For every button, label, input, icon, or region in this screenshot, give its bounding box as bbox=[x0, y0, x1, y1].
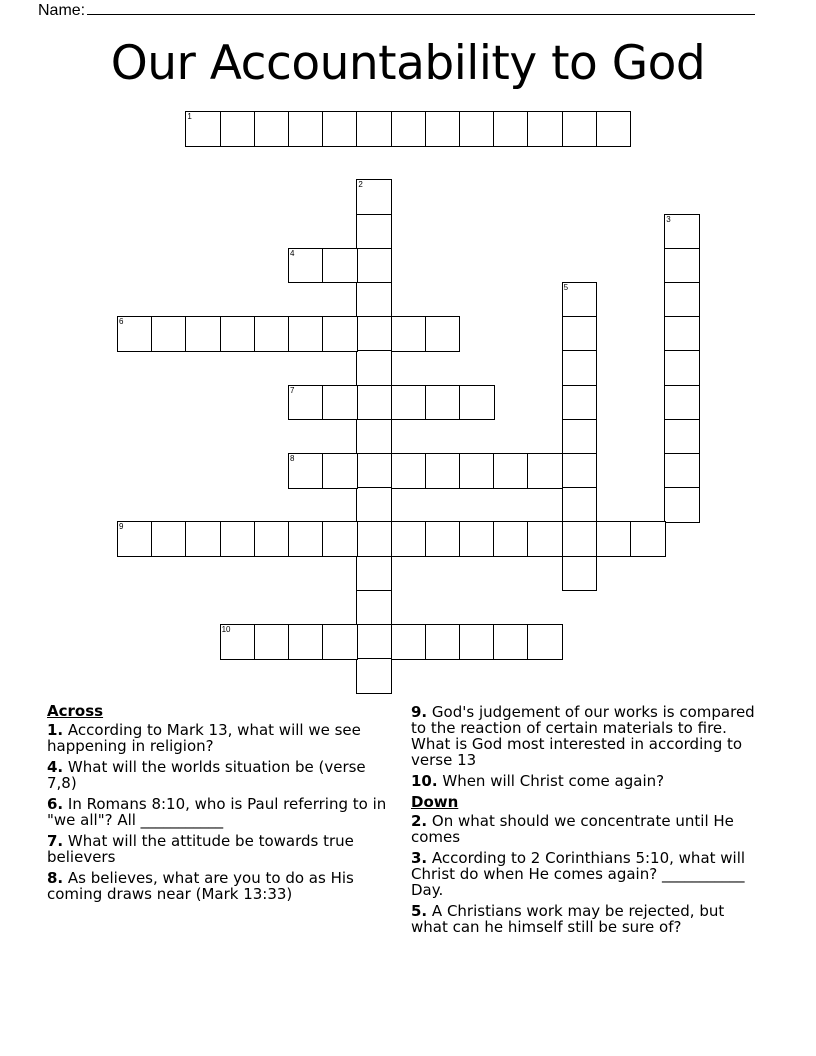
grid-cell[interactable] bbox=[459, 453, 495, 489]
grid-cell[interactable] bbox=[288, 624, 324, 660]
grid-cell[interactable] bbox=[562, 385, 598, 421]
grid-cell[interactable] bbox=[459, 385, 495, 421]
clues-right-column bbox=[411, 704, 761, 940]
across-clue-8: 8. As believes, what are you to do as His coming draws near (Mark 13:33) bbox=[47, 869, 354, 903]
grid-cell[interactable] bbox=[356, 658, 392, 694]
grid-cell[interactable] bbox=[220, 521, 256, 557]
clue-number: 5 bbox=[563, 283, 569, 292]
clue-number: 7 bbox=[290, 385, 295, 395]
grid-cell[interactable] bbox=[562, 282, 598, 318]
grid-cell[interactable] bbox=[459, 521, 495, 557]
grid-cell[interactable] bbox=[562, 521, 598, 557]
grid-cell[interactable] bbox=[117, 521, 153, 557]
grid-cell[interactable] bbox=[117, 316, 153, 352]
grid-cell[interactable] bbox=[356, 624, 392, 660]
grid-cell[interactable] bbox=[596, 111, 632, 147]
grid-cell[interactable] bbox=[356, 453, 392, 489]
grid-cell[interactable] bbox=[391, 453, 427, 489]
grid-cell[interactable] bbox=[664, 487, 700, 523]
grid-cell[interactable] bbox=[664, 316, 700, 352]
grid-cell[interactable] bbox=[356, 419, 392, 455]
clue-number: 10 bbox=[221, 625, 231, 634]
grid-cell[interactable] bbox=[664, 453, 700, 489]
grid-cell[interactable] bbox=[527, 521, 563, 557]
grid-cell[interactable] bbox=[288, 111, 324, 147]
grid-cell[interactable] bbox=[356, 590, 392, 626]
grid-cell[interactable] bbox=[220, 316, 256, 352]
clue-number: 1 bbox=[187, 112, 192, 121]
across-heading: Across bbox=[47, 702, 104, 720]
grid-cell[interactable] bbox=[254, 521, 290, 557]
across-clue-9: 9. God's judgement of our works is compared to the reaction of certain materials to fire. What is God most interested in according to verse 13 bbox=[411, 703, 755, 769]
grid-cell[interactable] bbox=[356, 282, 392, 318]
grid-cell[interactable] bbox=[425, 385, 461, 421]
grid-cell[interactable] bbox=[493, 453, 529, 489]
grid-cell[interactable] bbox=[288, 521, 324, 557]
down-clue-5: 5. A Christians work may be rejected, but what can he himself still be sure of? bbox=[411, 902, 725, 936]
grid-cell[interactable] bbox=[356, 521, 392, 557]
across-clue-6: 6. In Romans 8:10, who is Paul referring to in "we all"? All ___________ bbox=[47, 795, 387, 829]
page-title: Our Accountability to God bbox=[110, 36, 706, 91]
grid-cell[interactable] bbox=[254, 316, 290, 352]
grid-cell[interactable] bbox=[527, 453, 563, 489]
grid-cell[interactable] bbox=[562, 556, 598, 592]
grid-cell[interactable] bbox=[151, 316, 187, 352]
grid-cell[interactable] bbox=[356, 350, 392, 386]
grid-cell[interactable] bbox=[322, 316, 358, 352]
grid-cell[interactable] bbox=[356, 179, 392, 215]
grid-cell[interactable] bbox=[254, 111, 290, 147]
across-clue-7: 7. What will the attitude be towards true believers bbox=[47, 832, 354, 866]
grid-cell[interactable] bbox=[322, 453, 358, 489]
grid-cell[interactable] bbox=[322, 521, 358, 557]
grid-cell[interactable] bbox=[356, 487, 392, 523]
grid-cell[interactable] bbox=[254, 624, 290, 660]
grid-cell[interactable] bbox=[356, 111, 392, 147]
grid-cell[interactable] bbox=[562, 316, 598, 352]
grid-cell[interactable] bbox=[356, 248, 392, 284]
grid-cell[interactable] bbox=[356, 214, 392, 250]
grid-cell[interactable] bbox=[185, 521, 221, 557]
grid-cell[interactable] bbox=[425, 521, 461, 557]
down-heading: Down bbox=[411, 793, 459, 811]
across-clue-4: 4. What will the worlds situation be (verse 7,8) bbox=[47, 758, 366, 792]
grid-cell[interactable] bbox=[220, 111, 256, 147]
grid-cell[interactable] bbox=[391, 385, 427, 421]
across-clues bbox=[47, 703, 397, 907]
across-clue-1: 1. According to Mark 13, what will we see happening in religion? bbox=[47, 721, 361, 755]
grid-cell[interactable] bbox=[664, 282, 700, 318]
grid-cell[interactable] bbox=[562, 487, 598, 523]
grid-cell[interactable] bbox=[664, 214, 700, 250]
grid-cell[interactable] bbox=[459, 624, 495, 660]
grid-cell[interactable] bbox=[493, 521, 529, 557]
grid-cell[interactable] bbox=[664, 419, 700, 455]
grid-cell[interactable] bbox=[288, 248, 324, 284]
grid-cell[interactable] bbox=[322, 385, 358, 421]
grid-cell[interactable] bbox=[185, 316, 221, 352]
clue-number: 9 bbox=[119, 522, 124, 532]
grid-cell[interactable] bbox=[562, 419, 598, 455]
grid-cell[interactable] bbox=[391, 111, 427, 147]
grid-cell[interactable] bbox=[562, 453, 598, 489]
grid-cell[interactable] bbox=[391, 624, 427, 660]
grid-cell[interactable] bbox=[356, 556, 392, 592]
grid-cell[interactable] bbox=[562, 350, 598, 386]
down-clue-3: 3. According to 2 Corinthians 5:10, what will Christ do when He comes again? ___________ Day. bbox=[411, 849, 746, 899]
clue-number: 3 bbox=[666, 214, 671, 224]
grid-cell[interactable] bbox=[664, 385, 700, 421]
grid-cell[interactable] bbox=[562, 111, 598, 147]
grid-cell[interactable] bbox=[356, 316, 392, 352]
grid-cell[interactable] bbox=[425, 624, 461, 660]
name-label: Name: bbox=[38, 2, 86, 19]
grid-cell[interactable] bbox=[391, 316, 427, 352]
grid-cell[interactable] bbox=[527, 111, 563, 147]
grid-cell[interactable] bbox=[493, 111, 529, 147]
clue-number: 8 bbox=[290, 454, 295, 463]
grid-cell[interactable] bbox=[288, 453, 324, 489]
clue-number: 2 bbox=[358, 180, 363, 190]
grid-cell[interactable] bbox=[151, 521, 187, 557]
grid-cell[interactable] bbox=[664, 350, 700, 386]
grid-cell[interactable] bbox=[391, 521, 427, 557]
grid-cell[interactable] bbox=[459, 111, 495, 147]
grid-cell[interactable] bbox=[425, 111, 461, 147]
grid-cell[interactable] bbox=[493, 624, 529, 660]
clue-number: 4 bbox=[290, 248, 295, 258]
grid-cell[interactable] bbox=[596, 521, 632, 557]
grid-cell[interactable] bbox=[322, 248, 358, 284]
grid-cell[interactable] bbox=[425, 453, 461, 489]
grid-cell[interactable] bbox=[664, 248, 700, 284]
down-clue-2: 2. On what should we concentrate until He comes bbox=[411, 812, 734, 846]
grid-cell[interactable] bbox=[356, 385, 392, 421]
grid-cell[interactable] bbox=[185, 111, 221, 147]
grid-cell[interactable] bbox=[322, 111, 358, 147]
grid-cell[interactable] bbox=[425, 316, 461, 352]
grid-cell[interactable] bbox=[322, 624, 358, 660]
grid-cell[interactable] bbox=[527, 624, 563, 660]
grid-cell[interactable] bbox=[220, 624, 256, 660]
grid-cell[interactable] bbox=[630, 521, 666, 557]
grid-cell[interactable] bbox=[288, 385, 324, 421]
grid-cell[interactable] bbox=[288, 316, 324, 352]
clue-number: 6 bbox=[119, 317, 124, 327]
across-clue-10: 10. When will Christ come again? bbox=[411, 772, 665, 790]
